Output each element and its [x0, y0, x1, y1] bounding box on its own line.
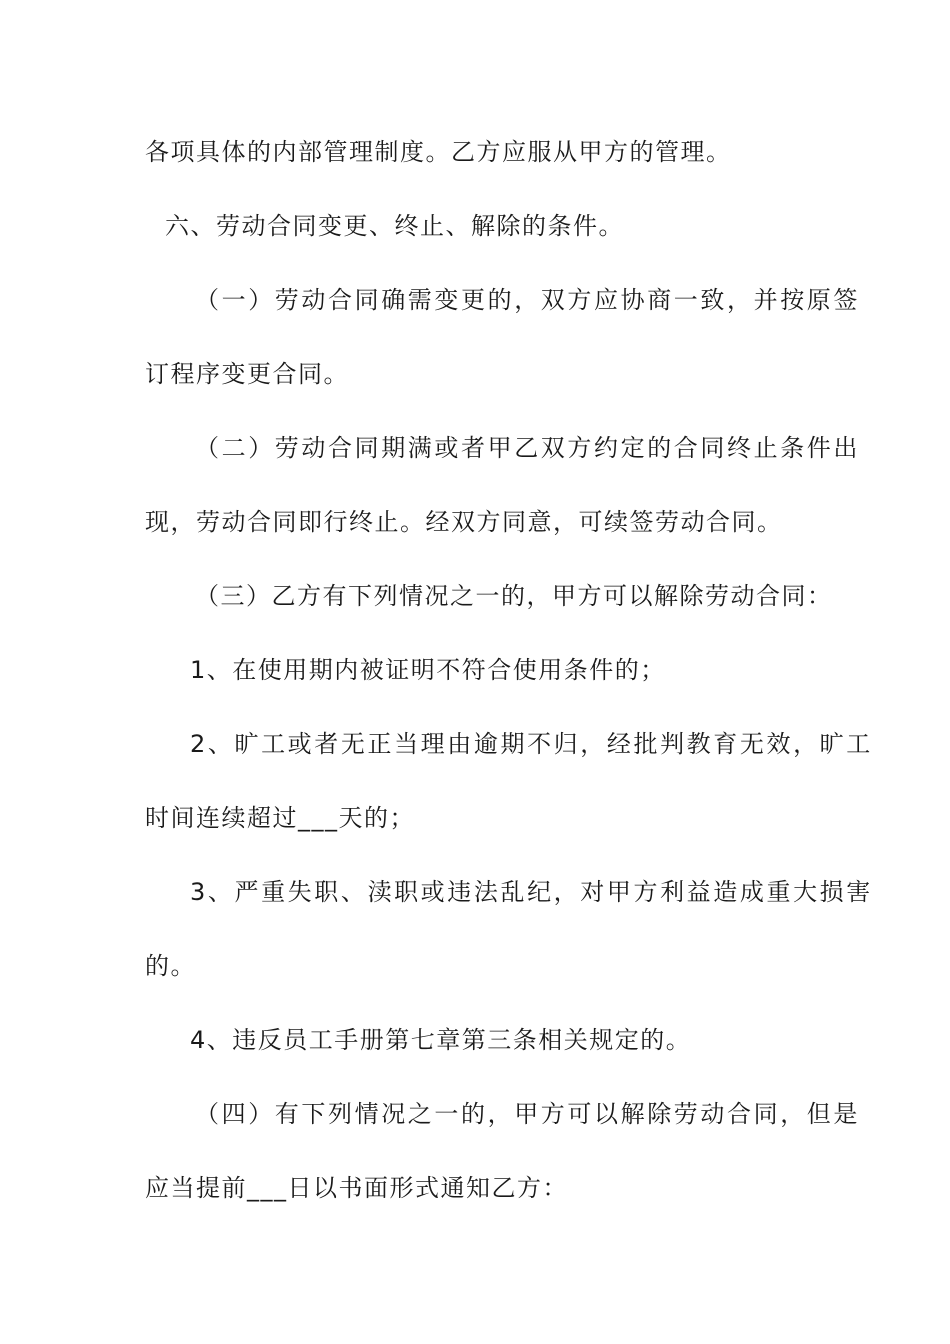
item-2-line-2: 时间连续超过___天的； [145, 804, 415, 832]
clause-one-line-2: 订程序变更合同。 [145, 360, 349, 388]
text-line-management-continued: 各项具体的内部管理制度。乙方应服从甲方的管理。 [145, 138, 732, 166]
clause-one-line-1: （一）劳动合同确需变更的，双方应协商一致，并按原签 [195, 286, 860, 314]
clause-three-heading: （三）乙方有下列情况之一的，甲方可以解除劳动合同： [195, 582, 833, 610]
item-3-line-2: 的。 [145, 952, 196, 980]
clause-four-line-2: 应当提前___日以书面形式通知乙方： [145, 1174, 568, 1202]
section-heading-six: 六、劳动合同变更、终止、解除的条件。 [165, 212, 624, 240]
item-2-line-1: 2、旷工或者无正当理由逾期不归，经批判教育无效，旷工 [190, 730, 873, 758]
clause-four-line-1: （四）有下列情况之一的，甲方可以解除劳动合同，但是 [195, 1100, 860, 1128]
clause-two-line-2: 现，劳动合同即行终止。经双方同意，可续签劳动合同。 [145, 508, 783, 536]
item-3-line-1: 3、严重失职、渎职或违法乱纪，对甲方利益造成重大损害 [190, 878, 873, 906]
item-4: 4、违反员工手册第七章第三条相关规定的。 [190, 1026, 692, 1054]
clause-two-line-1: （二）劳动合同期满或者甲乙双方约定的合同终止条件出 [195, 434, 860, 462]
item-1: 1、在使用期内被证明不符合使用条件的； [190, 656, 666, 684]
